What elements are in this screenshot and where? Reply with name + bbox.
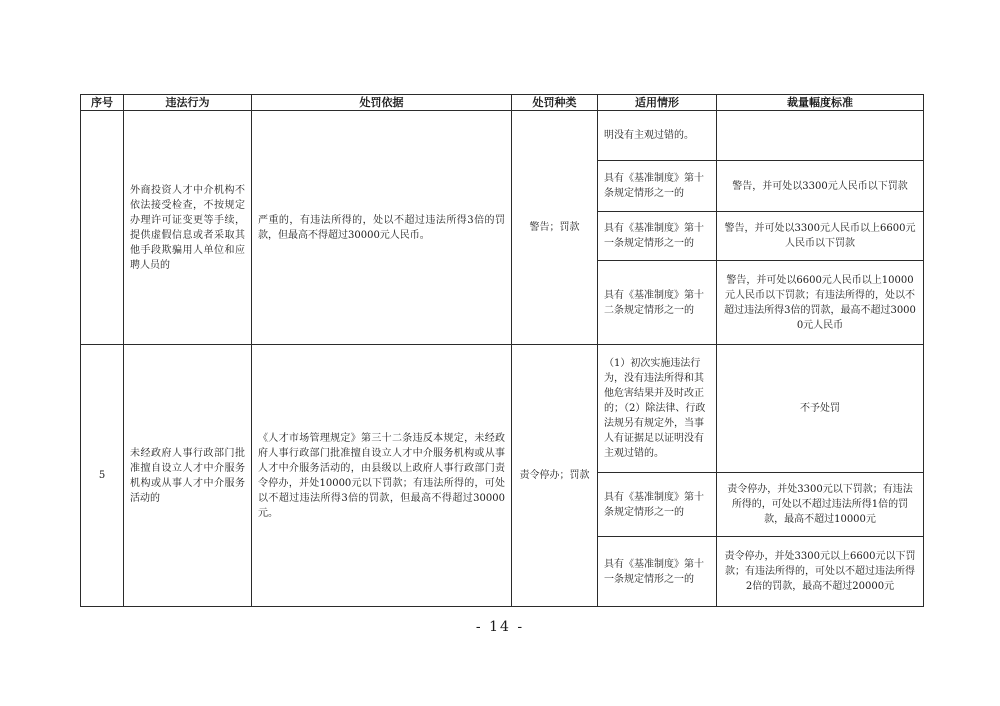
- standard-cell: [717, 111, 924, 161]
- header-violation: 违法行为: [124, 95, 252, 111]
- standard-cell: 警告，并可处以3300元人民币以下罚款: [717, 161, 924, 212]
- standard-cell: 不予处罚: [717, 345, 924, 473]
- header-penalty-type: 处罚种类: [512, 95, 598, 111]
- situation-cell: （1）初次实施违法行为，没有违法所得和其他危害结果并及时改正的；（2）除法律、行政法规另有规定外，当事人有证据足以证明没有主观过错的。: [598, 345, 717, 473]
- situation-cell: 具有《基准制度》第十条规定情形之一的: [598, 161, 717, 212]
- standard-cell: 警告，并可处以6600元人民币以上10000元人民币以下罚款；有违法所得的，处以不超过违法所得3倍的罚款，最高不超过30000元人民币: [717, 261, 924, 345]
- situation-cell: 具有《基准制度》第十一条规定情形之一的: [598, 537, 717, 607]
- violation-cell: 未经政府人事行政部门批准擅自设立人才中介服务机构或从事人才中介服务活动的: [124, 345, 252, 607]
- table-row: [81, 111, 924, 161]
- situation-cell: 具有《基准制度》第十条规定情形之一的: [598, 473, 717, 537]
- penalty-discretion-table: [80, 94, 924, 607]
- header-basis: 处罚依据: [252, 95, 512, 111]
- page-number: - 14 -: [475, 619, 525, 635]
- standard-cell: 责令停办，并处3300元以下罚款；有违法所得的，可处以不超过违法所得1倍的罚款，最高不超过10000元: [717, 473, 924, 537]
- basis-cell: 严重的，有违法所得的，处以不超过违法所得3倍的罚款，但最高不得超过30000元人民币。: [252, 111, 512, 345]
- seq-cell: 5: [81, 345, 124, 607]
- table-row: [81, 345, 924, 473]
- penalty-type-cell: 责令停办；罚款: [512, 345, 598, 607]
- standard-cell: 责令停办，并处3300元以上6600元以下罚款；有违法所得的，可处以不超过违法所得2倍的罚款，最高不超过20000元: [717, 537, 924, 607]
- header-situation: 适用情形: [598, 95, 717, 111]
- seq-cell: [81, 111, 124, 345]
- header-seq: 序号: [81, 95, 124, 111]
- violation-cell: 外商投资人才中介机构不依法接受检查，不按规定办理许可证变更等手续，提供虚假信息或者采取其他手段欺骗用人单位和应聘人员的: [124, 111, 252, 345]
- standard-cell: 警告，并可处以3300元人民币以上6600元人民币以下罚款: [717, 212, 924, 261]
- penalty-type-cell: 警告；罚款: [512, 111, 598, 345]
- basis-cell: 《人才市场管理规定》第三十二条违反本规定，未经政府人事行政部门批准擅自设立人才中介服务机构或从事人才中介服务活动的，由县级以上政府人事行政部门责令停办，并处10000元以下罚款；有违法所得的，可处以不超过违法所得3倍的罚款，但最高不得超过30000元。: [252, 345, 512, 607]
- situation-cell: 具有《基准制度》第十一条规定情形之一的: [598, 212, 717, 261]
- table-header-row: [81, 95, 924, 111]
- header-standard: 裁量幅度标准: [717, 95, 924, 111]
- situation-cell: 明没有主观过错的。: [598, 111, 717, 161]
- situation-cell: 具有《基准制度》第十二条规定情形之一的: [598, 261, 717, 345]
